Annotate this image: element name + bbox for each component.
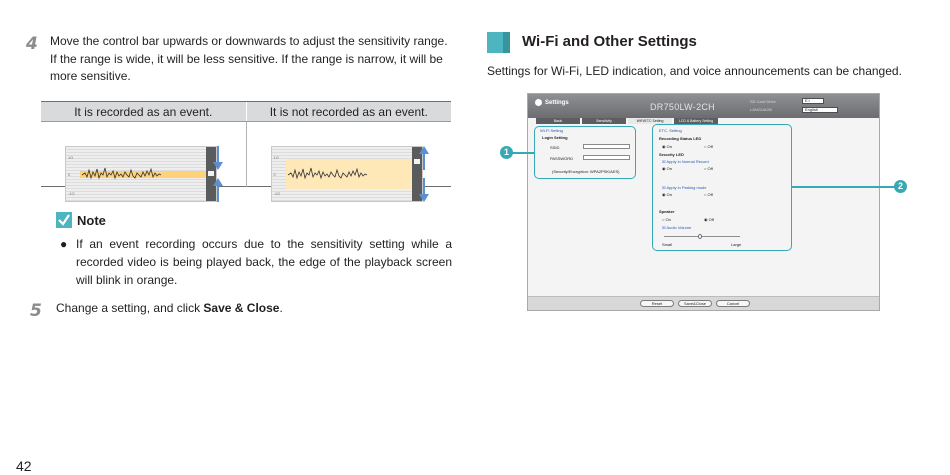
bullet-dot-icon: ● xyxy=(60,237,68,251)
graph-recorded xyxy=(65,146,217,202)
wifi-highlight-box xyxy=(534,126,636,179)
sensitivity-comparison-table xyxy=(41,101,451,196)
save-close-button[interactable]: Save&Close xyxy=(678,300,712,307)
speaker-off[interactable]: ◉ Off xyxy=(704,217,714,222)
sd-card-select[interactable]: E:\ xyxy=(802,98,824,104)
step-5-text xyxy=(56,300,283,318)
section-title: Wi-Fi and Other Settings xyxy=(522,33,697,50)
graph-label-bottom: -1G xyxy=(68,191,75,196)
security-note: (Security/Encryption: WPA2PSK/AES) xyxy=(552,169,620,174)
tab-wifi-etc[interactable]: WiFi/ETC Setting xyxy=(628,118,672,124)
on-label: On xyxy=(666,166,672,171)
step-4-text xyxy=(50,33,450,86)
volume-large-label: Large xyxy=(731,242,742,247)
step-5-text-before: Change a setting, and click xyxy=(56,301,204,315)
volume-small-label: Small xyxy=(662,242,673,247)
tab-lcd-battery[interactable]: LCD & Battery Setting xyxy=(674,118,718,124)
off-label: Off xyxy=(708,217,714,222)
apply-normal-record-checkbox[interactable]: ☒ Apply in Normal Record xyxy=(662,159,709,164)
tab-sensitivity[interactable]: Sensitivity xyxy=(582,118,626,124)
on-label: On xyxy=(665,217,671,222)
graph-label-mid: 0 xyxy=(68,172,71,177)
speaker-label: Speaker xyxy=(659,209,675,214)
apply-parking-label: Apply in Parking mode xyxy=(666,185,707,190)
audio-volume-label: Audio Volume xyxy=(666,225,692,230)
cell-not-recorded xyxy=(246,122,452,196)
callout-1: 1 xyxy=(500,146,513,159)
graph-not-recorded xyxy=(271,146,423,202)
security-normal-off[interactable]: ○ Off xyxy=(704,166,713,171)
login-setting-label: Login Setting xyxy=(542,135,568,140)
recording-led-off[interactable]: ○ Off xyxy=(704,144,713,149)
language-label: LANGUAGE xyxy=(750,107,773,112)
apply-normal-record-label: Apply in Normal Record xyxy=(666,159,709,164)
section-description: Settings for Wi-Fi, LED indication, and voice announcements can be changed. xyxy=(487,64,902,78)
step-4-number: 4 xyxy=(26,34,38,54)
off-label: Off xyxy=(707,166,713,171)
security-led-label: Security LED xyxy=(659,152,684,157)
tab-basic[interactable]: Basic xyxy=(536,118,580,124)
security-normal-on[interactable]: ◉ On xyxy=(662,166,672,171)
password-label: PASSWORD xyxy=(550,156,574,161)
graph-label-mid: 0 xyxy=(273,172,276,177)
step-4-line-1: Move the control bar upwards or downwards to adjust the sensitivity range. xyxy=(50,34,448,48)
reset-button[interactable]: Reset xyxy=(640,300,674,307)
graph-label-top: 1G xyxy=(68,155,74,160)
col-not-recorded-header: It is not recorded as an event. xyxy=(246,102,452,121)
speaker-on[interactable]: ○ On xyxy=(662,217,671,222)
cell-recorded xyxy=(41,122,246,196)
gear-icon xyxy=(535,99,542,106)
step-5-text-after: . xyxy=(279,301,283,315)
arrows-outward-icon xyxy=(417,144,431,204)
callout-2-leader xyxy=(792,186,895,188)
page-number: 42 xyxy=(16,458,32,474)
settings-brand: Settings xyxy=(545,100,569,106)
on-label: On xyxy=(666,144,672,149)
model-name: DR750LW-2CH xyxy=(650,102,715,112)
step-5-number: 5 xyxy=(30,301,42,321)
off-label: Off xyxy=(707,192,713,197)
ssid-label: SSID xyxy=(550,145,560,150)
settings-button-bar xyxy=(528,296,879,310)
section-marker-icon xyxy=(487,32,510,53)
comparison-table-body xyxy=(41,122,451,196)
graph-label-top: 1G xyxy=(273,155,279,160)
etc-highlight-box xyxy=(652,124,792,251)
step-4-line-3: more sensitive. xyxy=(50,69,131,83)
security-parking-off[interactable]: ○ Off xyxy=(704,192,713,197)
save-close-reference: Save & Close xyxy=(203,301,280,315)
off-label: Off xyxy=(707,144,713,149)
language-select[interactable]: English xyxy=(802,107,838,113)
acceleration-waveform xyxy=(272,147,424,203)
step-4-line-2: If the range is wide, it will be less sensitive. If the range is narrow, it will be xyxy=(50,51,443,66)
cancel-button[interactable]: Cancel xyxy=(716,300,750,307)
settings-titlebar xyxy=(528,94,879,118)
note-text: If an event recording occurs due to the sensitivity setting while a recorded video is being played back, the edge of the playback screen will blink in orange. xyxy=(76,237,452,287)
acceleration-waveform xyxy=(66,147,218,203)
sd-card-label: SD Card Drive xyxy=(750,99,776,104)
note-title: Note xyxy=(77,213,106,228)
etc-group-title: ETC. Setting xyxy=(659,128,682,133)
arrows-inward-icon xyxy=(211,144,225,204)
callout-2: 2 xyxy=(894,180,907,193)
security-parking-on[interactable]: ◉ On xyxy=(662,192,672,197)
note-check-icon xyxy=(56,212,72,228)
on-label: On xyxy=(666,192,672,197)
comparison-table-header xyxy=(41,102,451,122)
apply-parking-checkbox[interactable]: ☒ Apply in Parking mode xyxy=(662,185,707,190)
audio-volume-checkbox[interactable]: ☒ Audio Volume xyxy=(662,225,692,230)
graph-label-bottom: -1G xyxy=(273,191,281,196)
callout-1-leader xyxy=(512,152,535,154)
recording-led-label: Recording Status LED xyxy=(659,136,702,141)
wifi-group-title: Wi-Fi Setting xyxy=(540,128,563,133)
recording-led-on[interactable]: ◉ On xyxy=(662,144,672,149)
col-recorded-header: It is recorded as an event. xyxy=(74,105,213,119)
